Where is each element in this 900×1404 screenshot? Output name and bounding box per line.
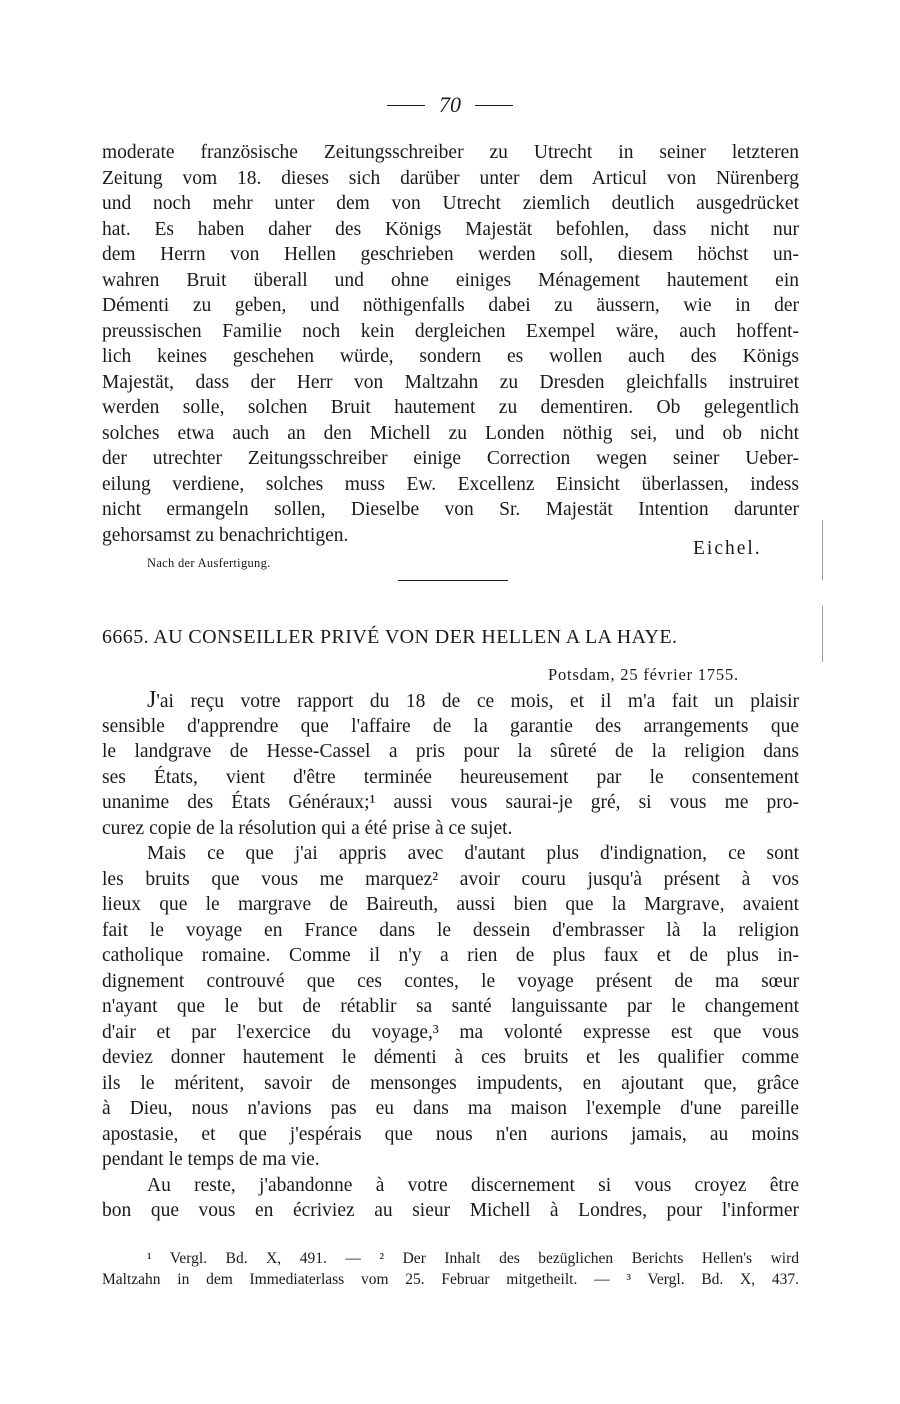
text-line: ils le méritent, savoir de mensonges impudents, en ajoutant que, grâce — [102, 1072, 799, 1094]
text-line: Démenti zu geben, und nöthigenfalls dabei zu äussern, wie in der — [102, 295, 799, 316]
text-line: d'air et par l'exercice du voyage,³ ma volonté expresse est que vous — [102, 1021, 799, 1043]
footnotes — [102, 1248, 799, 1290]
page-number: 70 — [439, 92, 461, 117]
page-header — [0, 92, 900, 118]
text-line: dem Herrn von Hellen geschrieben werden soll, diesem höchst un- — [102, 244, 799, 265]
text-line: catholique romaine. Comme il n'y a rien de plus faux et de plus in- — [102, 945, 799, 966]
letter-body — [102, 688, 799, 1224]
footnote-line: Maltzahn in dem Immediaterlass vom 25. Februar mitgetheilt. — ³ Vergl. Bd. X, 437. — [102, 1271, 799, 1288]
drop-cap: J — [147, 687, 157, 713]
text-line: Zeitung vom 18. dieses sich darüber unter dem Articul von Nürenberg — [102, 167, 799, 189]
text-line: preussischen Familie noch kein dergleichen Exempel wäre, auch hoffent- — [102, 320, 799, 342]
header-dash-right — [475, 105, 513, 106]
section-divider — [398, 580, 508, 581]
text-line: fait le voyage en France dans le dessein d'embrasser là la religion — [102, 919, 799, 941]
scan-artifact-line — [822, 520, 823, 580]
text-line-last: curez copie de la résolution qui a été prise à ce sujet. — [102, 817, 513, 839]
text-line: lieux que le margrave de Baireuth, aussi bien que la Margrave, avaient — [102, 894, 799, 915]
text-line: deviez donner hautement le démenti à ces bruits et les qualifier comme — [102, 1047, 799, 1068]
text-line: apostasie, et que j'espérais que nous n'en aurions jamais, au moins — [102, 1123, 799, 1145]
text-line: wahren Bruit überall und ohne einiges Ménagement hautement ein — [102, 269, 799, 291]
text-line: moderate französische Zeitungsschreiber zu Utrecht in seiner letzteren — [102, 142, 799, 163]
paragraph-1-first-line — [102, 688, 799, 714]
letter-dateline: Potsdam, 25 février 1755. — [548, 665, 739, 684]
text-line-last: gehorsamst zu benachrichtigen. — [102, 524, 349, 546]
text-line: sensible d'apprendre que l'affaire de la garantie des arrangements que — [102, 715, 799, 737]
first-line-text: 'ai reçu votre rapport du 18 de ce mois, et il m'a fait un plaisir — [156, 691, 799, 712]
text-line: le landgrave de Hesse-Cassel a pris pour la sûreté de la religion dans — [102, 741, 799, 762]
text-line: ses États, vient d'être terminée heureusement par le consentement — [102, 766, 799, 788]
paragraph-2-first-line: Mais ce que j'ai appris avec d'autant plus d'indignation, ce sont — [147, 843, 799, 864]
paragraph-3-first-line: Au reste, j'abandonne à votre discernement si vous croyez être — [147, 1174, 799, 1196]
text-line: à Dieu, nous n'avions pas eu dans ma maison l'exemple d'une pareille — [102, 1098, 799, 1119]
signature: Eichel. — [693, 538, 762, 559]
text-line: hat. Es haben daher des Königs Majestät befohlen, dass nicht nur — [102, 218, 799, 240]
text-line: unanime des États Généraux;¹ aussi vous saurai-je gré, si vous me pro- — [102, 792, 799, 813]
text-line: bon que vous en écriviez au sieur Michell à Londres, pour l'informer — [102, 1200, 799, 1221]
letter-heading: 6665. AU CONSEILLER PRIVÉ VON DER HELLEN A LA HAYE. — [102, 626, 678, 648]
text-line: werden solle, solchen Bruit hautement zu dementiren. Ob gelegentlich — [102, 397, 799, 418]
text-line: und noch mehr unter dem von Utrecht ziemlich deutlich ausgedrücket — [102, 193, 799, 214]
text-line: nicht ermangeln sollen, Dieselbe von Sr. Majestät Intention darunter — [102, 499, 799, 520]
text-line: n'ayant que le but de rétablir sa santé languissante par le changement — [102, 996, 799, 1017]
text-line: lich keines geschehen würde, sondern es wollen auch des Königs — [102, 346, 799, 367]
text-line-last: pendant le temps de ma vie. — [102, 1149, 320, 1170]
text-line: der utrechter Zeitungsschreiber einige Correction wegen seiner Ueber- — [102, 448, 799, 469]
previous-letter-text — [102, 140, 799, 548]
text-line: les bruits que vous me marquez² avoir couru jusqu'à présent à vos — [102, 868, 799, 890]
text-line: solches etwa auch an den Michell zu Londen nöthig sei, und ob nicht — [102, 422, 799, 444]
text-line: dignement controuvé que ces contes, le voyage présent de ma sœur — [102, 970, 799, 992]
scan-artifact-line — [822, 606, 823, 662]
source-note: Nach der Ausfertigung. — [147, 556, 271, 570]
footnote-line: ¹ Vergl. Bd. X, 491. — ² Der Inhalt des bezüglichen Berichts Hellen's wird — [147, 1250, 799, 1267]
text-line: Majestät, dass der Herr von Maltzahn zu Dresden gleichfalls instruiret — [102, 371, 799, 393]
header-dash-left — [387, 105, 425, 106]
text-line: eilung verdiene, solches muss Ew. Excellenz Einsicht überlassen, indess — [102, 473, 799, 495]
